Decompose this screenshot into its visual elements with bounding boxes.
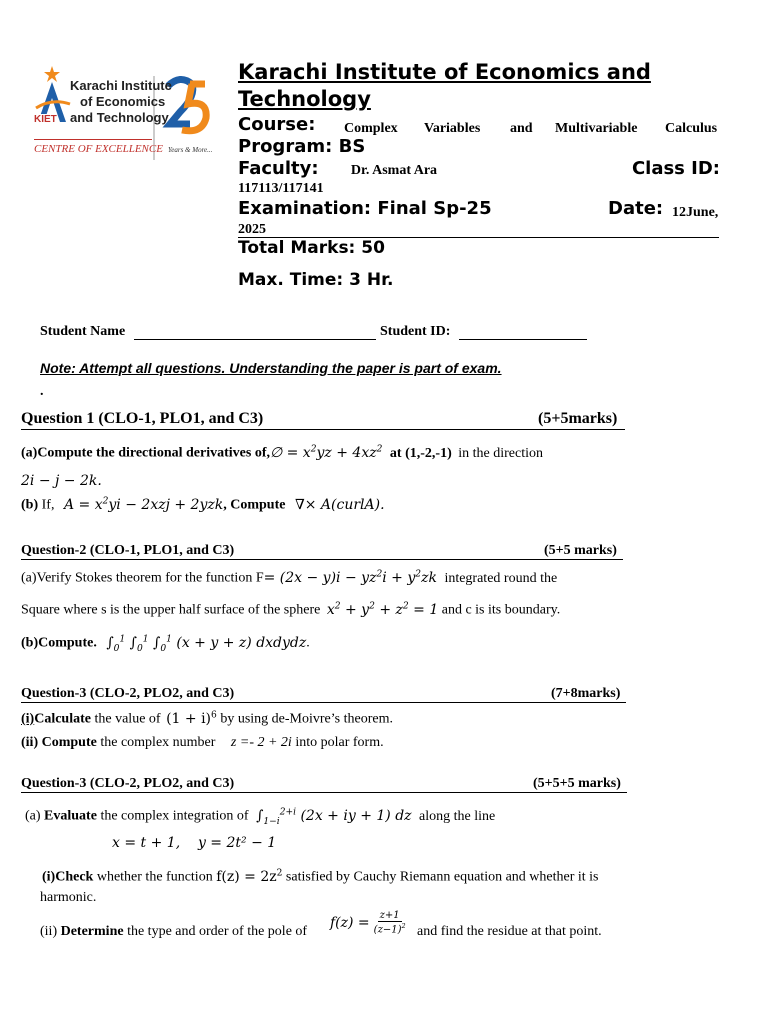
- q4-a-bold: Evaluate: [44, 808, 97, 824]
- logo-divider: [34, 139, 152, 140]
- institute-title-line-2: Technology: [238, 87, 371, 111]
- q1-a-label: (a)Compute the directional derivatives of,: [21, 445, 270, 461]
- exam-note: Note: Attempt all questions. Understanding the paper is part of exam.: [40, 360, 502, 376]
- course-word-1: Complex: [344, 121, 398, 136]
- q2-b-label: (b)Compute.: [21, 635, 97, 651]
- q1-a-vector: 2i − j − 2k.: [21, 473, 102, 489]
- q4-part-i: [42, 868, 599, 886]
- q4-i-bold: Check: [55, 869, 94, 885]
- faculty-row: [238, 158, 722, 182]
- q2-heading: Question-2 (CLO-1, PLO1, and C3): [21, 543, 235, 558]
- q3-ii-text-2: into polar form.: [295, 735, 384, 750]
- q4-ii-bold: Determine: [60, 924, 124, 939]
- date-label: Date:: [608, 198, 664, 219]
- institute-logo: [30, 64, 215, 164]
- q3-part-ii: [21, 735, 384, 751]
- logo-badge: KIET: [34, 114, 57, 125]
- q4-i-function: $f(z) = 2z^2$: [216, 868, 283, 885]
- q3-marks: (7+8marks): [551, 686, 621, 701]
- q1-a-function: ∅ = $x^2yz + 4xz^2$: [269, 444, 383, 461]
- q2-part-a-line-2: [21, 601, 560, 619]
- course-word-3: and: [510, 121, 533, 136]
- q4-heading: Question-3 (CLO-2, PLO2, and C3): [21, 776, 235, 791]
- q4-a-integral: $\int_{1-i}^{2+i}$ (2x + iy + 1) dz: [256, 807, 412, 827]
- q4-i-label: (i): [42, 869, 56, 885]
- q1-part-b: [21, 496, 385, 514]
- q3-underline: [21, 702, 626, 703]
- q3-part-i: [21, 710, 393, 728]
- course-word-2: Variables: [424, 121, 481, 136]
- q3-ii-label: (ii): [21, 735, 39, 750]
- q2-part-b: (b)Compute. $\int_0^1$ $\int_0^1$ $\int_0^1$ (x + y + z) dxdydz.: [21, 634, 310, 654]
- q2-underline: [21, 559, 623, 560]
- faculty-value: Dr. Asmat Ara: [350, 163, 438, 178]
- date-value: 12June,: [672, 205, 719, 220]
- q3-i-text-2: by using de-Moivre’s theorem.: [220, 711, 393, 727]
- logo-tagline: CENTRE OF EXCELLENCE: [34, 143, 163, 155]
- q2-part-a-line-1: [21, 569, 557, 587]
- total-marks: Total Marks: 50: [238, 238, 385, 258]
- program-label: Program:: [238, 136, 333, 157]
- logo-line-1: Karachi Institute: [70, 78, 172, 93]
- exam-value: Final Sp-25: [377, 198, 492, 219]
- institute-title-line-1: Karachi Institute of Economics and: [238, 60, 651, 84]
- program-row: [238, 136, 365, 158]
- q3-ii-text-1: the complex number: [100, 735, 216, 750]
- date-year: 2025: [238, 222, 266, 237]
- q4-a-text-1: the complex integration of: [100, 808, 249, 824]
- q2-a-text-1: (a)Verify Stokes theorem for the function F: [21, 570, 264, 586]
- q1-b-label: (b): [21, 497, 39, 513]
- q3-i-bold: Calculate: [34, 711, 91, 727]
- q4-a-label: (a): [25, 808, 41, 824]
- q4-i-text-2: satisfied by Cauchy Riemann equation and whether it is: [285, 869, 599, 885]
- q1-b-compute: , Compute: [223, 497, 286, 513]
- q4-ii-text-1: the type and order of the pole of: [127, 924, 308, 939]
- q1-b-vector-field: $A = x^2yi - 2xzj + 2yzk$: [63, 496, 224, 513]
- q3-i-expression: $(1 + i)^6$: [166, 710, 217, 727]
- q2-a-text-3: Square where s is the upper half surface of the sphere: [21, 602, 321, 618]
- course-label: Course:: [238, 114, 316, 135]
- class-id-label: Class ID:: [631, 158, 720, 179]
- q3-i-text-1: the value of: [94, 711, 161, 727]
- q1-b-expression: ∇× A(curlA).: [294, 496, 385, 513]
- q2-a-function: = $(2x - y)i - yz^2i + y^2zk$: [263, 569, 437, 586]
- q4-ii-label: (ii): [40, 924, 58, 939]
- q3-ii-bold: Compute: [41, 735, 97, 750]
- q4-ii-function: f(z) = $\frac{z+1}{(z-1)^2}$: [330, 910, 406, 936]
- logo-years: Years & More...: [168, 146, 213, 154]
- q3-ii-expression: z =- 2 + 2i: [230, 735, 292, 750]
- program-value: BS: [338, 136, 366, 157]
- student-name-label: Student Name: [40, 324, 126, 339]
- q1-underline: [21, 429, 625, 430]
- stray-dot: .: [40, 384, 44, 399]
- q1-a-point: at (1,-2,-1): [389, 445, 452, 461]
- max-time: Max. Time: 3 Hr.: [238, 270, 394, 290]
- q2-a-text-4: and c is its boundary.: [441, 602, 561, 618]
- q1-marks: (5+5marks): [538, 410, 618, 427]
- course-word-5: Calculus: [665, 121, 718, 136]
- faculty-label: Faculty:: [238, 158, 319, 179]
- q4-i-text-1: whether the function: [96, 869, 213, 885]
- q1-heading: Question 1 (CLO-1, PLO1, and C3): [21, 410, 264, 427]
- q4-underline: [21, 792, 627, 793]
- course-row: [238, 114, 722, 136]
- q2-marks: (5+5 marks): [544, 543, 617, 558]
- student-name-field[interactable]: [134, 339, 376, 340]
- q4-a-text-2: along the line: [419, 808, 496, 824]
- logo-line-3: and Technology: [70, 110, 169, 125]
- q2-a-text-2: integrated round the: [444, 570, 558, 586]
- q1-a-direction: in the direction: [458, 445, 543, 461]
- q4-a-line-equation: x = t + 1, y = 2t² − 1: [112, 835, 277, 851]
- q4-part-a: [25, 807, 495, 826]
- q2-b-integral: $\int_0^1$ $\int_0^1$ $\int_0^1$ (x + y + z) dxdydz: [106, 634, 307, 654]
- q4-ii-text-2: and find the residue at that point.: [417, 924, 602, 939]
- exam-label: Examination:: [238, 198, 372, 219]
- course-word-4: Multivariable: [555, 121, 638, 136]
- q1-b-if: If,: [41, 497, 55, 513]
- q4-marks: (5+5+5 marks): [533, 776, 621, 791]
- student-id-label: Student ID:: [380, 324, 451, 339]
- q4-i-text-3: harmonic.: [40, 890, 97, 905]
- class-id-value: 117113/117141: [238, 181, 324, 196]
- q3-heading: Question-3 (CLO-2, PLO2, and C3): [21, 686, 235, 701]
- q3-i-label: (i): [21, 711, 35, 727]
- exam-row: [238, 198, 722, 220]
- q2-a-sphere: $x^2 + y^2 + z^2 = 1$: [326, 601, 439, 618]
- logo-line-2: of Economics: [80, 94, 166, 109]
- q1-part-a: [21, 444, 543, 462]
- q4-part-ii: [40, 924, 307, 940]
- student-id-field[interactable]: [459, 339, 587, 340]
